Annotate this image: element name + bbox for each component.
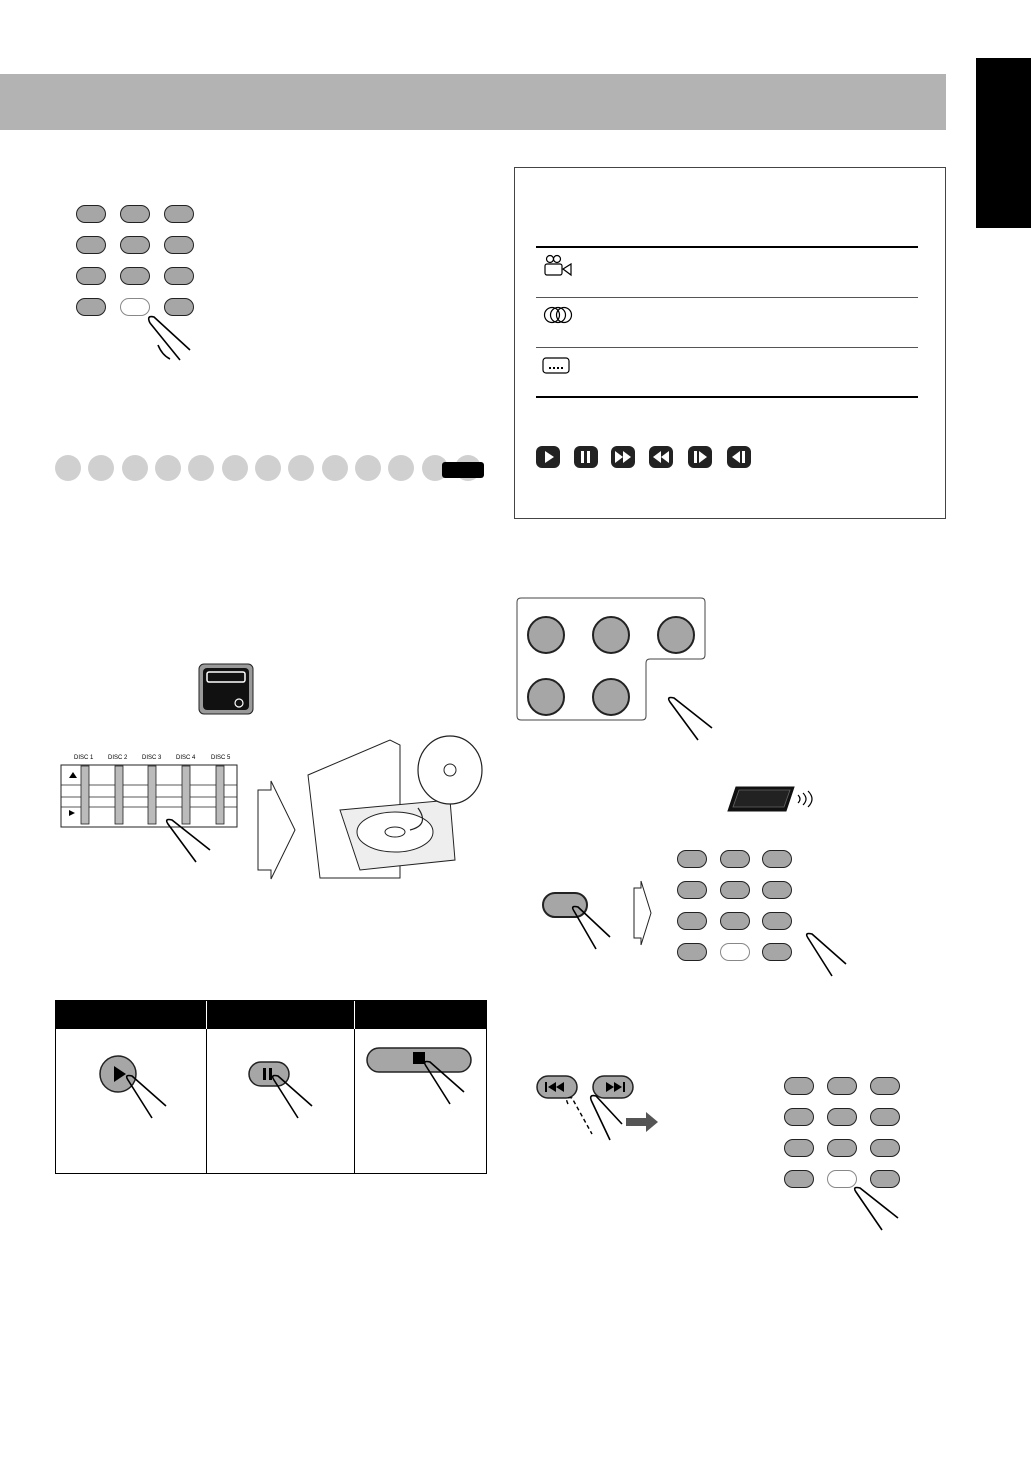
divider xyxy=(536,396,918,398)
panel-button[interactable] xyxy=(592,678,630,716)
progress-dot xyxy=(322,455,348,481)
numeric-keypad-top-left xyxy=(76,205,196,320)
pause-icon xyxy=(574,446,598,468)
keypad-key[interactable] xyxy=(677,943,707,961)
panel-button[interactable] xyxy=(527,678,565,716)
keypad-key[interactable] xyxy=(677,912,707,930)
pressing-finger-icon xyxy=(120,1074,172,1122)
keypad-key[interactable] xyxy=(870,1139,900,1157)
numeric-keypad-bottom-right xyxy=(784,1077,904,1192)
disc-label: DISC 5 xyxy=(211,755,231,761)
section-header-bar xyxy=(0,74,946,130)
keypad-key[interactable] xyxy=(784,1077,814,1095)
slow-forward-icon xyxy=(688,446,712,468)
table-divider xyxy=(354,1001,355,1029)
fast-forward-icon xyxy=(611,446,635,468)
table-divider xyxy=(206,1001,207,1029)
progress-dot xyxy=(222,455,248,481)
keypad-key[interactable] xyxy=(677,850,707,868)
pressing-finger-icon xyxy=(662,696,722,744)
progress-dot xyxy=(55,455,81,481)
keypad-key[interactable] xyxy=(677,881,707,899)
progress-dot xyxy=(255,455,281,481)
keypad-key[interactable] xyxy=(827,1139,857,1157)
pressing-finger-icon xyxy=(562,1094,662,1144)
keypad-key[interactable] xyxy=(76,267,106,285)
panel-button[interactable] xyxy=(527,616,565,654)
keypad-key[interactable] xyxy=(720,850,750,868)
panel-button[interactable] xyxy=(592,616,630,654)
keypad-key[interactable] xyxy=(120,267,150,285)
keypad-key[interactable] xyxy=(76,205,106,223)
keypad-key[interactable] xyxy=(76,298,106,316)
arrow-right-icon xyxy=(633,880,653,946)
power-button-icon xyxy=(198,663,254,715)
pressing-finger-icon xyxy=(160,818,220,866)
subtitle-icon xyxy=(542,356,572,376)
progress-dot xyxy=(355,455,381,481)
audio-language-icon xyxy=(542,305,574,325)
keypad-key[interactable] xyxy=(784,1139,814,1157)
language-side-tab xyxy=(976,58,1031,228)
keypad-key[interactable] xyxy=(762,943,792,961)
keypad-key[interactable] xyxy=(720,912,750,930)
keypad-key[interactable] xyxy=(870,1077,900,1095)
keypad-key[interactable] xyxy=(120,205,150,223)
disc-label: DISC 3 xyxy=(142,755,162,761)
keypad-key[interactable] xyxy=(164,298,194,316)
pressing-finger-icon xyxy=(418,1060,470,1108)
progress-dot xyxy=(188,455,214,481)
pressing-finger-icon xyxy=(140,315,200,365)
progress-dot xyxy=(155,455,181,481)
disc-player-illustration xyxy=(300,730,490,880)
keypad-key[interactable] xyxy=(164,205,194,223)
slow-reverse-icon xyxy=(727,446,751,468)
divider xyxy=(536,347,918,348)
divider xyxy=(536,246,918,248)
table-header xyxy=(56,1001,486,1029)
remote-button-icon xyxy=(724,785,816,815)
disc-label: DISC 2 xyxy=(108,755,128,761)
keypad-key-highlighted[interactable] xyxy=(720,943,750,961)
disc-label: DISC 1 xyxy=(74,755,94,761)
keypad-key[interactable] xyxy=(164,267,194,285)
progress-dot xyxy=(88,455,114,481)
keypad-key[interactable] xyxy=(870,1108,900,1126)
keypad-key[interactable] xyxy=(762,881,792,899)
numeric-keypad-middle-right xyxy=(677,850,797,965)
arrow-right-icon xyxy=(257,780,297,880)
camera-angle-icon xyxy=(542,254,574,278)
keypad-key[interactable] xyxy=(784,1108,814,1126)
keypad-key[interactable] xyxy=(76,236,106,254)
disc-type-badge xyxy=(442,462,484,478)
progress-dot xyxy=(122,455,148,481)
keypad-key[interactable] xyxy=(762,912,792,930)
pressing-finger-icon xyxy=(848,1186,904,1234)
keypad-key[interactable] xyxy=(164,236,194,254)
keypad-key[interactable] xyxy=(762,850,792,868)
keypad-key[interactable] xyxy=(827,1077,857,1095)
keypad-key[interactable] xyxy=(827,1108,857,1126)
play-icon xyxy=(536,446,560,468)
disc-label: DISC 4 xyxy=(176,755,196,761)
keypad-key-highlighted[interactable] xyxy=(120,298,150,316)
rewind-icon xyxy=(649,446,673,468)
panel-button[interactable] xyxy=(657,616,695,654)
progress-dot xyxy=(288,455,314,481)
keypad-key[interactable] xyxy=(120,236,150,254)
pressing-finger-icon xyxy=(800,932,852,980)
divider xyxy=(536,297,918,298)
pressing-finger-icon xyxy=(566,905,616,953)
keypad-key[interactable] xyxy=(784,1170,814,1188)
pressing-finger-icon xyxy=(266,1074,318,1122)
keypad-key[interactable] xyxy=(720,881,750,899)
progress-dot xyxy=(388,455,414,481)
